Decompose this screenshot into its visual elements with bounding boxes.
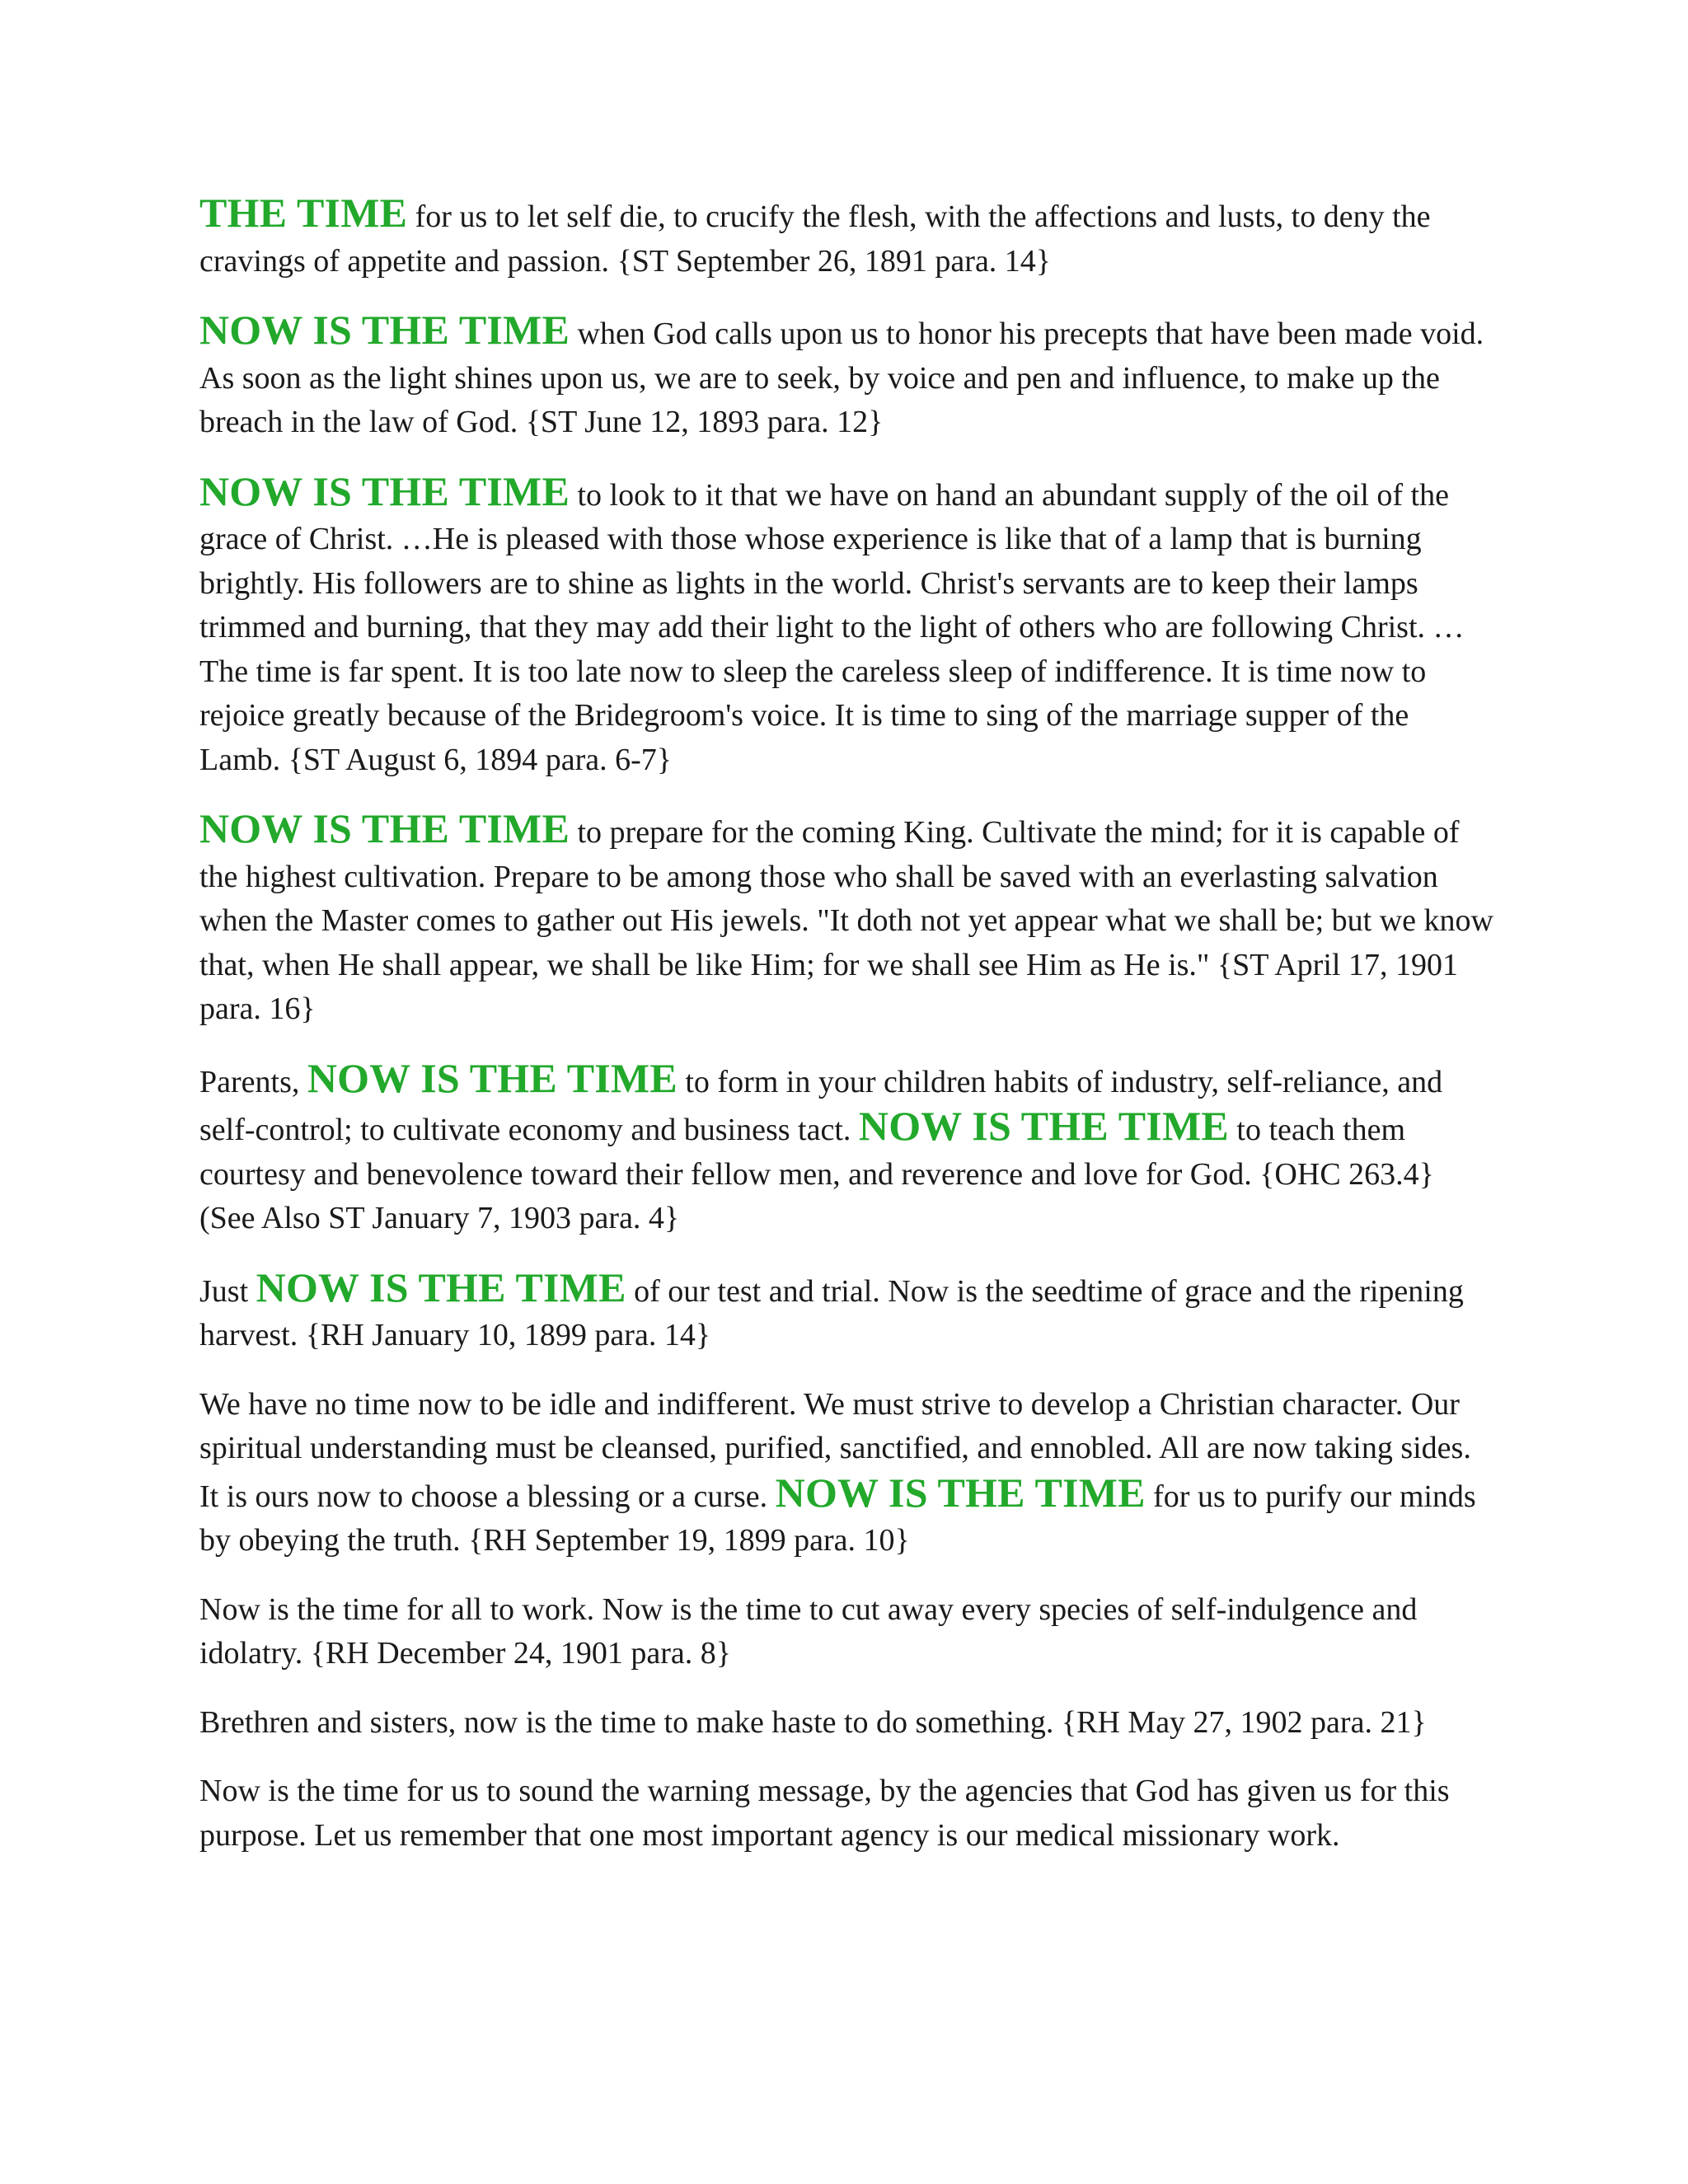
highlighted-heading: NOW IS THE TIME — [256, 1263, 626, 1310]
document-body — [199, 191, 1493, 1882]
highlighted-heading: NOW IS THE TIME — [199, 467, 570, 514]
paragraph-p1 — [199, 191, 1493, 284]
highlighted-heading: THE TIME — [199, 190, 408, 236]
paragraph-text: to teach them courtesy and benevolence toward their fellow men, and reverence and love for God. {OHC 263.4} (See Also ST January 7, 1903 para. 4} — [199, 1113, 1434, 1235]
paragraph-text: Just — [199, 1273, 256, 1309]
paragraph-text: Brethren and sisters, now is the time to make haste to do something. {RH May 27, 1902 para. 21} — [199, 1704, 1427, 1740]
paragraph-p8 — [199, 1588, 1493, 1676]
paragraph-text: for us to purify our minds by obeying the truth. {RH September 19, 1899 para. 10} — [199, 1479, 1476, 1558]
paragraph-text: to form in your children habits of industry, self-reliance, and self-control; to cultivate economy and business tact. — [199, 1064, 1443, 1147]
paragraph-text: Now is the time for us to sound the warning message, by the agencies that God has given us for this purpose. Let us remember that one most important agency is our medical missionary work. — [199, 1774, 1450, 1853]
paragraph-p9 — [199, 1701, 1493, 1746]
paragraph-p7 — [199, 1383, 1493, 1563]
paragraph-text: to look to it that we have on hand an abundant supply of the oil of the grace of Christ. …He is pleased with those whose experience is like that of a lamp that is burning brightly. His followers are to shine as lights in the world. Christ's servants are to keep their lamps trimmed and burning, that they may add their light to the light of others who are following Christ. …The time is far spent. It is too late now to sleep the careless sleep of indifference. It is time now to rejoice greatly because of the Bridegroom's voice. It is time to sing of the marriage supper of the Lamb. {ST August 6, 1894 para. 6-7} — [199, 477, 1465, 777]
highlighted-heading: NOW IS THE TIME — [199, 307, 570, 353]
paragraph-text: when God calls upon us to honor his precepts that have been made void. As soon as the light shines upon us, we are to seek, by voice and pen and influence, to make up the breach in the law of God. {ST June 12, 1893 para. 12} — [199, 316, 1484, 439]
highlighted-heading: NOW IS THE TIME — [858, 1103, 1229, 1149]
paragraph-p6 — [199, 1263, 1493, 1358]
paragraph-text: for us to let self die, to crucify the flesh, with the affections and lusts, to deny the cravings of appetite and passion. {ST September 26, 1891 para. 14} — [199, 199, 1431, 279]
paragraph-text: Now is the time for all to work. Now is the time to cut away every species of self-indulgence and idolatry. {RH December 24, 1901 para. 8} — [199, 1591, 1418, 1671]
paragraph-p5 — [199, 1054, 1493, 1241]
paragraph-p3 — [199, 467, 1493, 783]
highlighted-heading: NOW IS THE TIME — [775, 1469, 1146, 1516]
paragraph-text: We have no time now to be idle and indifferent. We must strive to develop a Christian character. Our spiritual understanding must be cleansed, purified, sanctified, and ennobled. All are now taking sides. It is ours now to choose a blessing or a curse. — [199, 1386, 1471, 1514]
paragraph-text: to prepare for the coming King. Cultivate the mind; for it is capable of the highest cultivation. Prepare to be among those who shall be saved with an everlasting salvation when the Master comes to gather out His jewels. "It doth not yet appear what we shall be; but we know that, when He shall appear, we shall be like Him; for we shall see Him as He is." {ST April 17, 1901 para. 16} — [199, 815, 1493, 1026]
paragraph-text: Parents, — [199, 1064, 307, 1099]
paragraph-p10 — [199, 1769, 1493, 1858]
paragraph-text: of our test and trial. Now is the seedtime of grace and the ripening harvest. {RH January 10, 1899 para. 14} — [199, 1273, 1464, 1352]
paragraph-p4 — [199, 807, 1493, 1032]
highlighted-heading: NOW IS THE TIME — [307, 1054, 678, 1101]
paragraph-p2 — [199, 308, 1493, 445]
highlighted-heading: NOW IS THE TIME — [199, 805, 570, 851]
